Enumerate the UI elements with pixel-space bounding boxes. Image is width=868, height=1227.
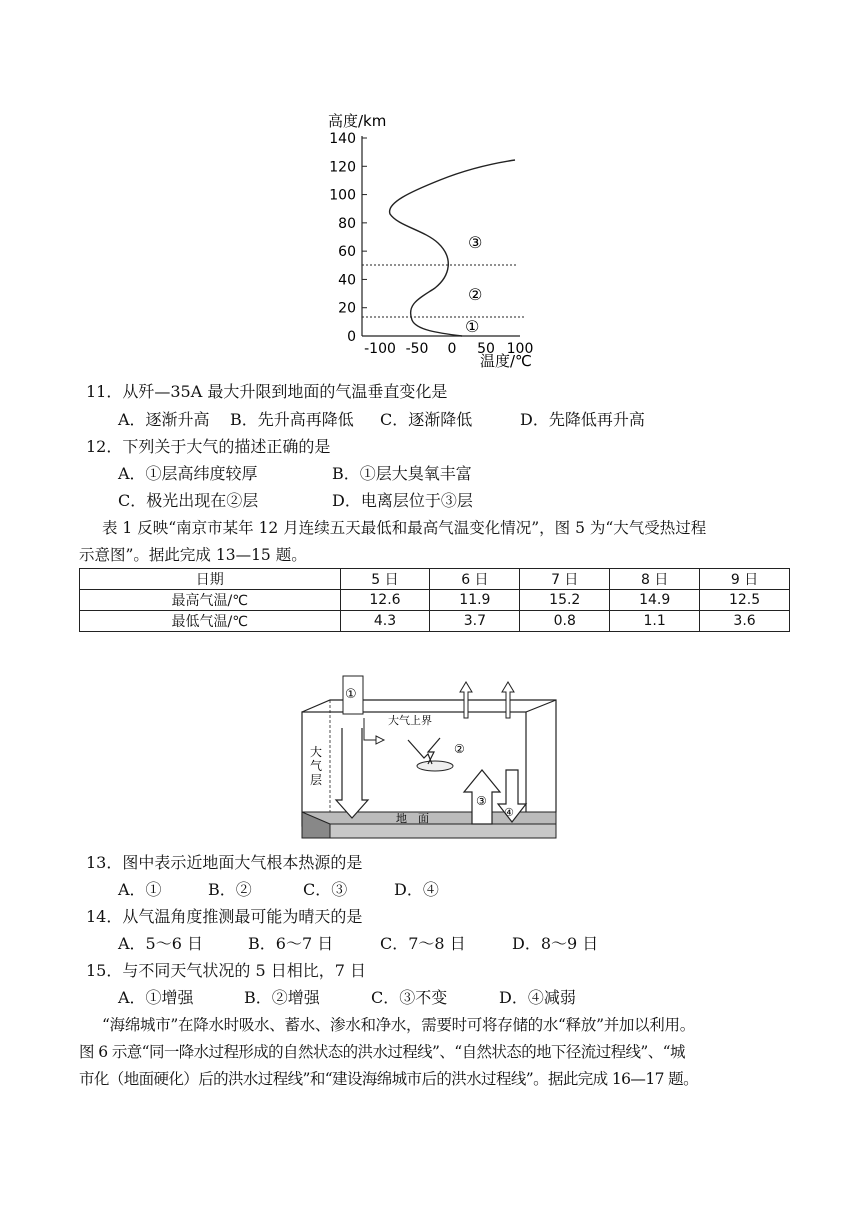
option-c[interactable]: C．逐渐降低	[380, 410, 473, 429]
temperature-curve	[390, 160, 515, 336]
question-12	[86, 437, 330, 457]
question-11-options	[118, 410, 645, 430]
marker-2: ②	[454, 742, 465, 756]
table-cell: 12.6	[340, 590, 430, 611]
atmosphere-layer-label-2: 气	[310, 759, 323, 773]
layer-label-3: ③	[468, 233, 483, 252]
option-c[interactable]: C．③不变	[371, 988, 448, 1007]
y-tick-label: 100	[329, 187, 356, 204]
y-tick-label: 60	[338, 244, 356, 261]
option-b[interactable]: B．②	[208, 880, 252, 899]
option-b[interactable]: B．①层大臭氧丰富	[332, 464, 472, 483]
table-header-cell: 日期	[80, 569, 341, 590]
table-cell: 11.9	[430, 590, 520, 611]
option-a[interactable]: A．①增强	[118, 988, 194, 1007]
x-tick-label: 0	[447, 341, 457, 357]
question-12-stem: 12．下列关于大气的描述正确的是	[86, 437, 331, 456]
table-header-cell: 5 日	[340, 569, 430, 590]
y-tick-label: 120	[329, 159, 356, 176]
layer-label-2: ②	[468, 285, 483, 304]
option-d[interactable]: D．电离层位于③层	[332, 491, 473, 510]
x-tick-label: -100	[364, 341, 396, 357]
table-header-cell: 6 日	[430, 569, 520, 590]
question-14-stem: 14．从气温角度推测最可能为晴天的是	[86, 907, 363, 926]
y-tick-label: 40	[338, 272, 356, 289]
question-14-options	[118, 934, 598, 954]
question-15-options	[118, 988, 576, 1008]
table-cell: 3.7	[430, 611, 520, 632]
question-13	[86, 853, 362, 873]
option-c[interactable]: C．7～8 日	[380, 934, 466, 953]
question-12-options-row2	[118, 491, 473, 511]
y-tick-label: 140	[329, 131, 356, 147]
option-a[interactable]: A．逐渐升高	[118, 410, 210, 429]
x-tick-label: 100	[506, 341, 534, 357]
intro-13-15-line1: 表 1 反映“南京市某年 12 月连续五天最低和最高气温变化情况”，图 5 为“大气受热过程	[102, 519, 707, 537]
table-header-cell: 8 日	[610, 569, 700, 590]
table-cell: 14.9	[610, 590, 700, 611]
table-header-row	[80, 569, 790, 590]
table-header-cell: 9 日	[700, 569, 790, 590]
table-1	[79, 568, 790, 632]
x-axis-label: 温度/℃	[480, 352, 532, 370]
question-11-stem: 11．从歼—35A 最大升限到地面的气温垂直变化是	[86, 382, 448, 401]
temperature-altitude-chart	[320, 108, 550, 370]
option-c[interactable]: C．极光出现在②层	[118, 491, 259, 510]
option-d[interactable]: D．先降低再升高	[520, 410, 645, 429]
atmospheric-heating-diagram	[300, 672, 562, 844]
option-b[interactable]: B．6～7 日	[248, 934, 334, 953]
table-cell: 最低气温/℃	[80, 611, 341, 632]
question-13-options	[118, 880, 439, 900]
x-tick-label: -50	[405, 341, 429, 357]
intro-16-17-line3: 市化（地面硬化）后的洪水过程线”和“建设海绵城市后的洪水过程线”。据此完成 16—17 题。	[79, 1070, 698, 1088]
option-b[interactable]: B．②增强	[244, 988, 320, 1007]
table-header-cell: 7 日	[520, 569, 610, 590]
question-12-options-row1	[118, 464, 472, 484]
table-cell: 1.1	[610, 611, 700, 632]
table-cell: 12.5	[700, 590, 790, 611]
y-tick-label: 20	[338, 300, 356, 317]
marker-4: ④	[504, 806, 514, 819]
question-11	[86, 382, 447, 402]
atmosphere-layer-label-3: 层	[310, 773, 323, 787]
ground-label: 地 面	[396, 812, 429, 825]
table-cell: 15.2	[520, 590, 610, 611]
question-14	[86, 907, 362, 927]
marker-3: ③	[476, 794, 487, 808]
marker-1: ①	[345, 687, 357, 702]
option-d[interactable]: D．④减弱	[499, 988, 576, 1007]
option-a[interactable]: A．①层高纬度较厚	[118, 464, 258, 483]
option-a[interactable]: A．5～6 日	[118, 934, 204, 953]
option-d[interactable]: D．8～9 日	[512, 934, 599, 953]
table-row	[80, 611, 790, 632]
option-d[interactable]: D．④	[394, 880, 439, 899]
atmosphere-top-label: 大气上界	[388, 714, 432, 727]
solar-radiation-arrow	[336, 728, 368, 818]
intro-13-15-line2: 示意图”。据此完成 13—15 题。	[79, 546, 307, 564]
y-axis-label: 高度/km	[328, 112, 387, 130]
y-tick-label: 80	[338, 215, 356, 232]
intro-16-17-line1: “海绵城市”在降水时吸水、蓄水、渗水和净水，需要时可将存储的水“释放”并加以利用。	[102, 1016, 695, 1034]
table-cell: 3.6	[700, 611, 790, 632]
option-b[interactable]: B．先升高再降低	[230, 410, 354, 429]
atmosphere-layer-label-1: 大	[310, 745, 323, 759]
option-c[interactable]: C．③	[303, 880, 348, 899]
option-a[interactable]: A．①	[118, 880, 162, 899]
table-cell: 最高气温/℃	[80, 590, 341, 611]
table-cell: 0.8	[520, 611, 610, 632]
table-row	[80, 590, 790, 611]
question-13-stem: 13．图中表示近地面大气根本热源的是	[86, 853, 363, 872]
question-15	[86, 961, 366, 981]
intro-16-17-line2: 图 6 示意“同一降水过程形成的自然状态的洪水过程线”、“自然状态的地下径流过程线”、“城	[79, 1043, 685, 1061]
x-tick-label: 50	[477, 341, 495, 357]
cloud-icon	[417, 761, 453, 771]
y-tick-label: 0	[347, 329, 356, 345]
layer-label-1: ①	[465, 317, 480, 336]
table-cell: 4.3	[340, 611, 430, 632]
question-15-stem: 15．与不同天气状况的 5 日相比，7 日	[86, 961, 366, 980]
